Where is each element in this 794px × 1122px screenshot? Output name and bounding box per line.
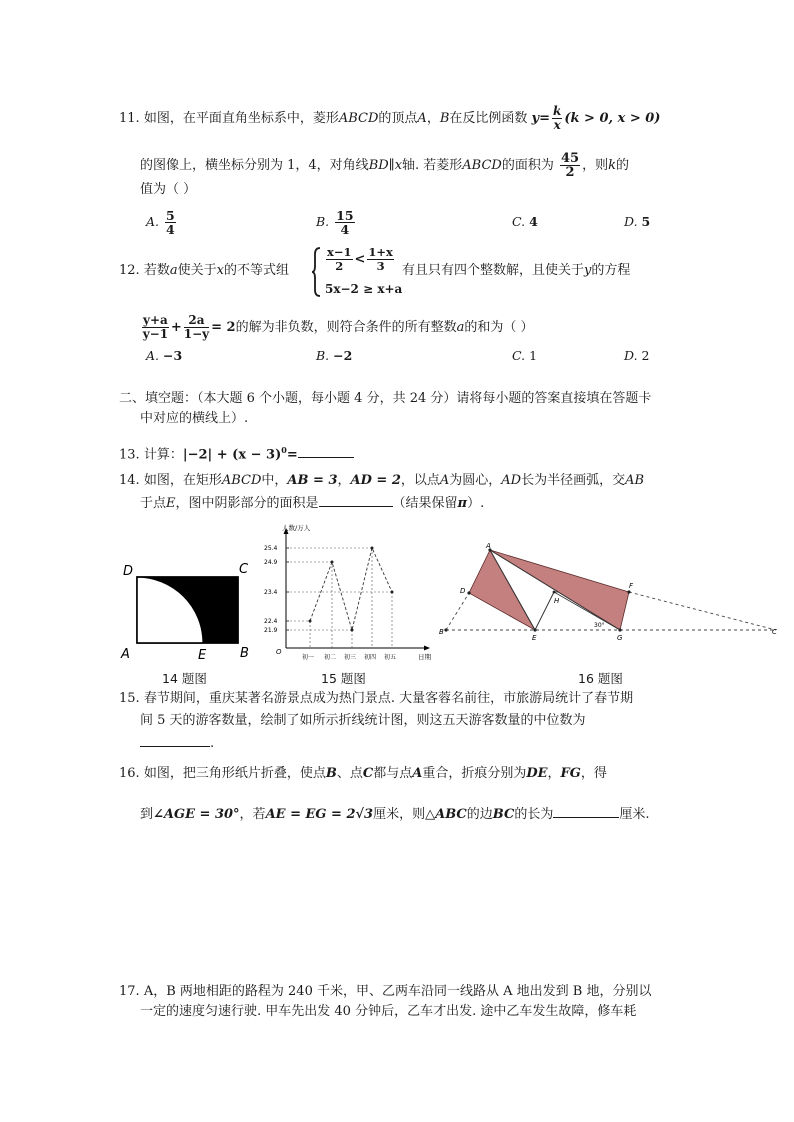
x-tick-label: 初二 xyxy=(324,654,337,661)
q12-line1b: 有且只有四个整数解，且使关于y的方程 xyxy=(402,263,631,278)
y-tick-label: 25.4 xyxy=(264,545,278,552)
segment-bd xyxy=(446,593,469,630)
y-axis-label: 人数/万人 xyxy=(282,524,311,532)
label-a: A xyxy=(486,542,491,550)
figure-14 xyxy=(118,560,258,660)
figure-14-caption: 14 题图 xyxy=(162,671,207,686)
function-fraction: $\frac{k}{x}$ xyxy=(553,104,562,132)
q13-answer-blank[interactable] xyxy=(298,445,354,458)
q15-answer-blank[interactable] xyxy=(140,734,210,747)
x-axis-label: 日期 xyxy=(418,653,431,661)
q14-line1: 14. 如图，在矩形ABCD中，AB = 3，AD = 2，以点A为圆心，AD长为半径画弧，交AB xyxy=(119,473,645,488)
q12-option-d: D. 2 xyxy=(624,348,650,363)
q11-option-a: A. $\frac{5}{4}$ xyxy=(146,208,175,237)
figure-15-chart xyxy=(262,522,442,662)
data-point xyxy=(309,620,312,623)
q16-answer-blank[interactable] xyxy=(553,805,619,818)
q12-option-a: A. −3 xyxy=(146,348,183,363)
section-2-heading-line2: 中对应的横线上）. xyxy=(140,411,249,426)
q15-line1: 15. 春节期间，重庆某著名游景点成为热门景点. 大量客蓉名前往，市旅游局统计了春节期 xyxy=(119,691,634,706)
y-tick-label: 22.4 xyxy=(264,618,278,625)
figure-15-caption: 15 题图 xyxy=(321,671,366,686)
q11-option-d: D. 5 xyxy=(624,214,651,229)
figure-16 xyxy=(436,540,786,645)
q17-line2: 一定的速度匀速行驶. 甲车先出发 40 分钟后，乙车才出发. 途中乙车发生故障，修车耗 xyxy=(140,1004,637,1019)
q14-line2: 于点E，图中阴影部分的面积是 （结果保留π）. xyxy=(140,496,485,511)
inequality-1: $\frac{x-1}{2}$ < $\frac{1+x}{3}$ xyxy=(327,245,393,273)
figure-16-caption: 16 题图 xyxy=(578,671,623,686)
function-y: y xyxy=(531,111,540,126)
origin-label: O xyxy=(276,648,282,656)
label-a: A xyxy=(121,647,130,660)
q11-option-c: C. 4 xyxy=(512,214,538,229)
y-tick-label: 24.9 xyxy=(264,559,278,566)
label-b: B xyxy=(439,628,444,636)
q14-answer-blank[interactable] xyxy=(319,494,393,507)
y-tick-label: 23.4 xyxy=(264,589,278,596)
data-point xyxy=(391,591,394,594)
label-f: F xyxy=(629,582,634,590)
label-b: B xyxy=(240,646,249,660)
q11-line1: 11. 如图，在平面直角坐标系中，菱形ABCD的顶点A，B在反比例函数 y= $\frac{k}{x}$ (k > 0, x > 0) xyxy=(119,104,661,132)
q12-line1a: 12. 若数a使关于x的不等式组 xyxy=(119,263,289,278)
segment-fc xyxy=(629,592,776,630)
q12-number: 12. xyxy=(119,263,140,278)
label-d: D xyxy=(123,564,134,579)
section-2-heading: 二、填空题：（本大题 6 个小题，每小题 4 分，共 24 分）请将每小题的答案直接填在答题卡 xyxy=(119,391,652,406)
label-d: D xyxy=(460,587,466,595)
data-point xyxy=(351,629,354,632)
q12-option-b: B. −2 xyxy=(316,348,353,363)
q13: 13. 计算：$|-2| + (x - 3)^0=$ xyxy=(119,441,354,464)
label-e: E xyxy=(198,648,207,660)
q11-number: 11. xyxy=(119,111,140,126)
y-tick-label: 21.9 xyxy=(264,627,278,634)
q17-line1: 17. A，B 两地相距的路程为 240 千米，甲、乙两车沿同一线路从 A 地出发到 B 地，分别以 xyxy=(119,984,652,999)
x-tick-label: 初五 xyxy=(384,654,397,661)
q11-line3: 值为（ ） xyxy=(140,182,197,197)
label-h: H xyxy=(554,597,560,605)
q12-line2: $\frac{y+a}{y-1}$ + $\frac{2a}{1-y}$ = 2的解为非负数，则符合条件的所有整数a的和为（ ） xyxy=(142,313,534,341)
q11-option-b: B. $\frac{15}{4}$ xyxy=(316,208,354,237)
function-condition: (k > 0, x > 0) xyxy=(564,111,661,126)
area-fraction: $\frac{45}{2}$ xyxy=(561,151,580,180)
segment-eh xyxy=(535,592,554,630)
x-tick-label: 初一 xyxy=(302,654,315,661)
q16-line1: 16. 如图，把三角形纸片折叠，使点B、点C都与点A重合，折痕分别为DE，FG，得 xyxy=(119,766,607,781)
q15-line3: . xyxy=(140,734,214,753)
left-brace-icon xyxy=(312,246,322,298)
data-point xyxy=(331,561,334,564)
angle-label: 30° xyxy=(594,622,605,629)
label-e: E xyxy=(532,634,537,642)
q12-option-c: C. 1 xyxy=(512,348,538,363)
inequality-2: 5x−2 ≥ x+a xyxy=(325,282,403,296)
label-c: C xyxy=(239,562,249,577)
q15-line2: 间 5 天的游客数量，绘制了如所示折线统计图，则这五天游客数量的中位数为 xyxy=(140,713,586,728)
q13-expression: |−2| + (x − 3) xyxy=(182,447,282,463)
label-g: G xyxy=(617,634,623,642)
q11-line2: 的图像上，横坐标分别为 1，4，对角线BD∥x轴. 若菱形ABCD的面积为 $\frac{45}{2}$ ，则k的 xyxy=(140,151,630,180)
q16-line2: 到∠AGE = 30°，若AE = EG = 2√3厘米，则△ABC的边BC的长为 厘米. xyxy=(140,807,650,822)
series-line xyxy=(310,548,392,630)
x-tick-label: 初三 xyxy=(344,654,357,661)
x-tick-label: 初四 xyxy=(364,654,377,661)
x-axis-arrow-icon xyxy=(424,646,430,651)
equation: $\frac{y+a}{y-1}$ xyxy=(142,313,169,341)
label-c: C xyxy=(772,628,777,636)
data-point xyxy=(371,547,374,550)
